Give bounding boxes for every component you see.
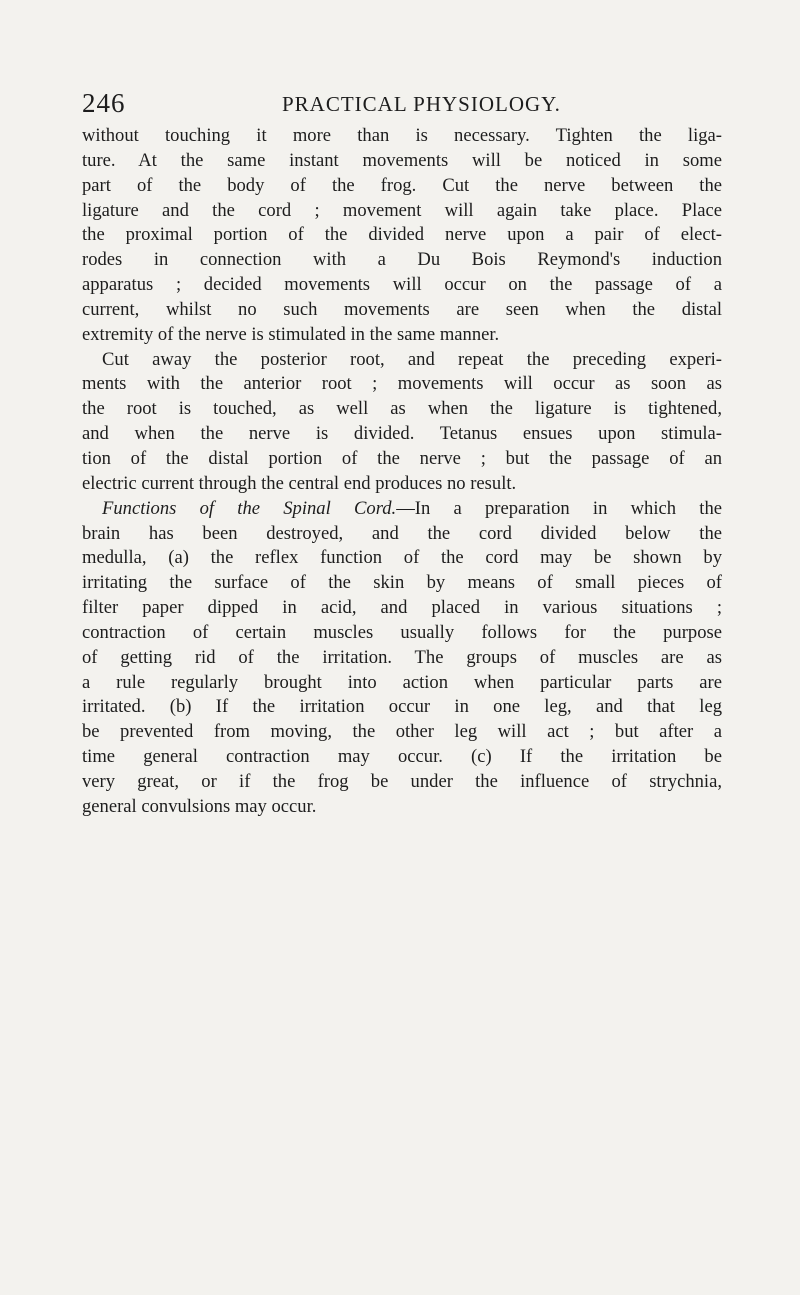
- text-line: the root is touched, as well as when the ligature is tightened,: [82, 398, 722, 420]
- text-line: ligature and the cord ; movement will again take place. Place: [82, 199, 722, 221]
- text-line: very great, or if the frog be under the influence of strychnia,: [82, 770, 722, 792]
- text-line: of getting rid of the irritation. The groups of muscles are as: [82, 646, 722, 668]
- text-line: rodes in connection with a Du Bois Reymond's induction: [82, 249, 722, 271]
- text-line: without touching it more than is necessary. Tighten the liga-: [82, 125, 722, 146]
- text-line: ture. At the same instant movements will be noticed in some: [82, 149, 722, 171]
- text-line: be prevented from moving, the other leg will act ; but after a: [82, 721, 722, 743]
- text-line: irritated. (b) If the irritation occur in one leg, and that leg: [82, 696, 722, 718]
- body-text: [82, 124, 722, 820]
- text-line: a rule regularly brought into action when particular parts are: [82, 671, 722, 693]
- text-line: part of the body of the frog. Cut the nerve between the: [82, 174, 722, 196]
- text-line: irritating the surface of the skin by means of small pieces of: [82, 572, 722, 594]
- text-line: apparatus ; decided movements will occur on the passage of a: [82, 274, 722, 296]
- text-line: the proximal portion of the divided nerve upon a pair of elect-: [82, 224, 722, 246]
- text-line: filter paper dipped in acid, and placed in various situations ;: [82, 597, 722, 619]
- text-line: contraction of certain muscles usually follows for the purpose: [82, 621, 722, 643]
- text-line: tion of the distal portion of the nerve ; but the passage of an: [82, 447, 722, 469]
- text-line: medulla, (a) the reflex function of the cord may be shown by: [82, 547, 722, 569]
- text-line: general convulsions may occur.: [82, 795, 317, 817]
- text-line: brain has been destroyed, and the cord divided below the: [82, 522, 722, 544]
- page-number: 246: [82, 88, 126, 118]
- text-line: Cut away the posterior root, and repeat the preceding experi-: [102, 348, 722, 370]
- section-start-line: [82, 497, 722, 522]
- section-heading: Functions of the Spinal Cord.: [102, 497, 397, 519]
- text-line: electric current through the central end produces no result.: [82, 472, 517, 494]
- text-line: current, whilst no such movements are seen when the distal: [82, 298, 722, 320]
- text-line: ments with the anterior root ; movements will occur as soon as: [82, 373, 722, 395]
- running-head: PRACTICAL PHYSIOLOGY.: [282, 92, 561, 116]
- text-line: time general contraction may occur. (c) If the irritation be: [82, 746, 722, 768]
- text-line: and when the nerve is divided. Tetanus ensues upon stimula-: [82, 423, 722, 445]
- text-line: extremity of the nerve is stimulated in the same manner.: [82, 323, 500, 345]
- page-header: [82, 88, 722, 122]
- section-heading-continuation: —In a preparation in which the: [396, 497, 722, 519]
